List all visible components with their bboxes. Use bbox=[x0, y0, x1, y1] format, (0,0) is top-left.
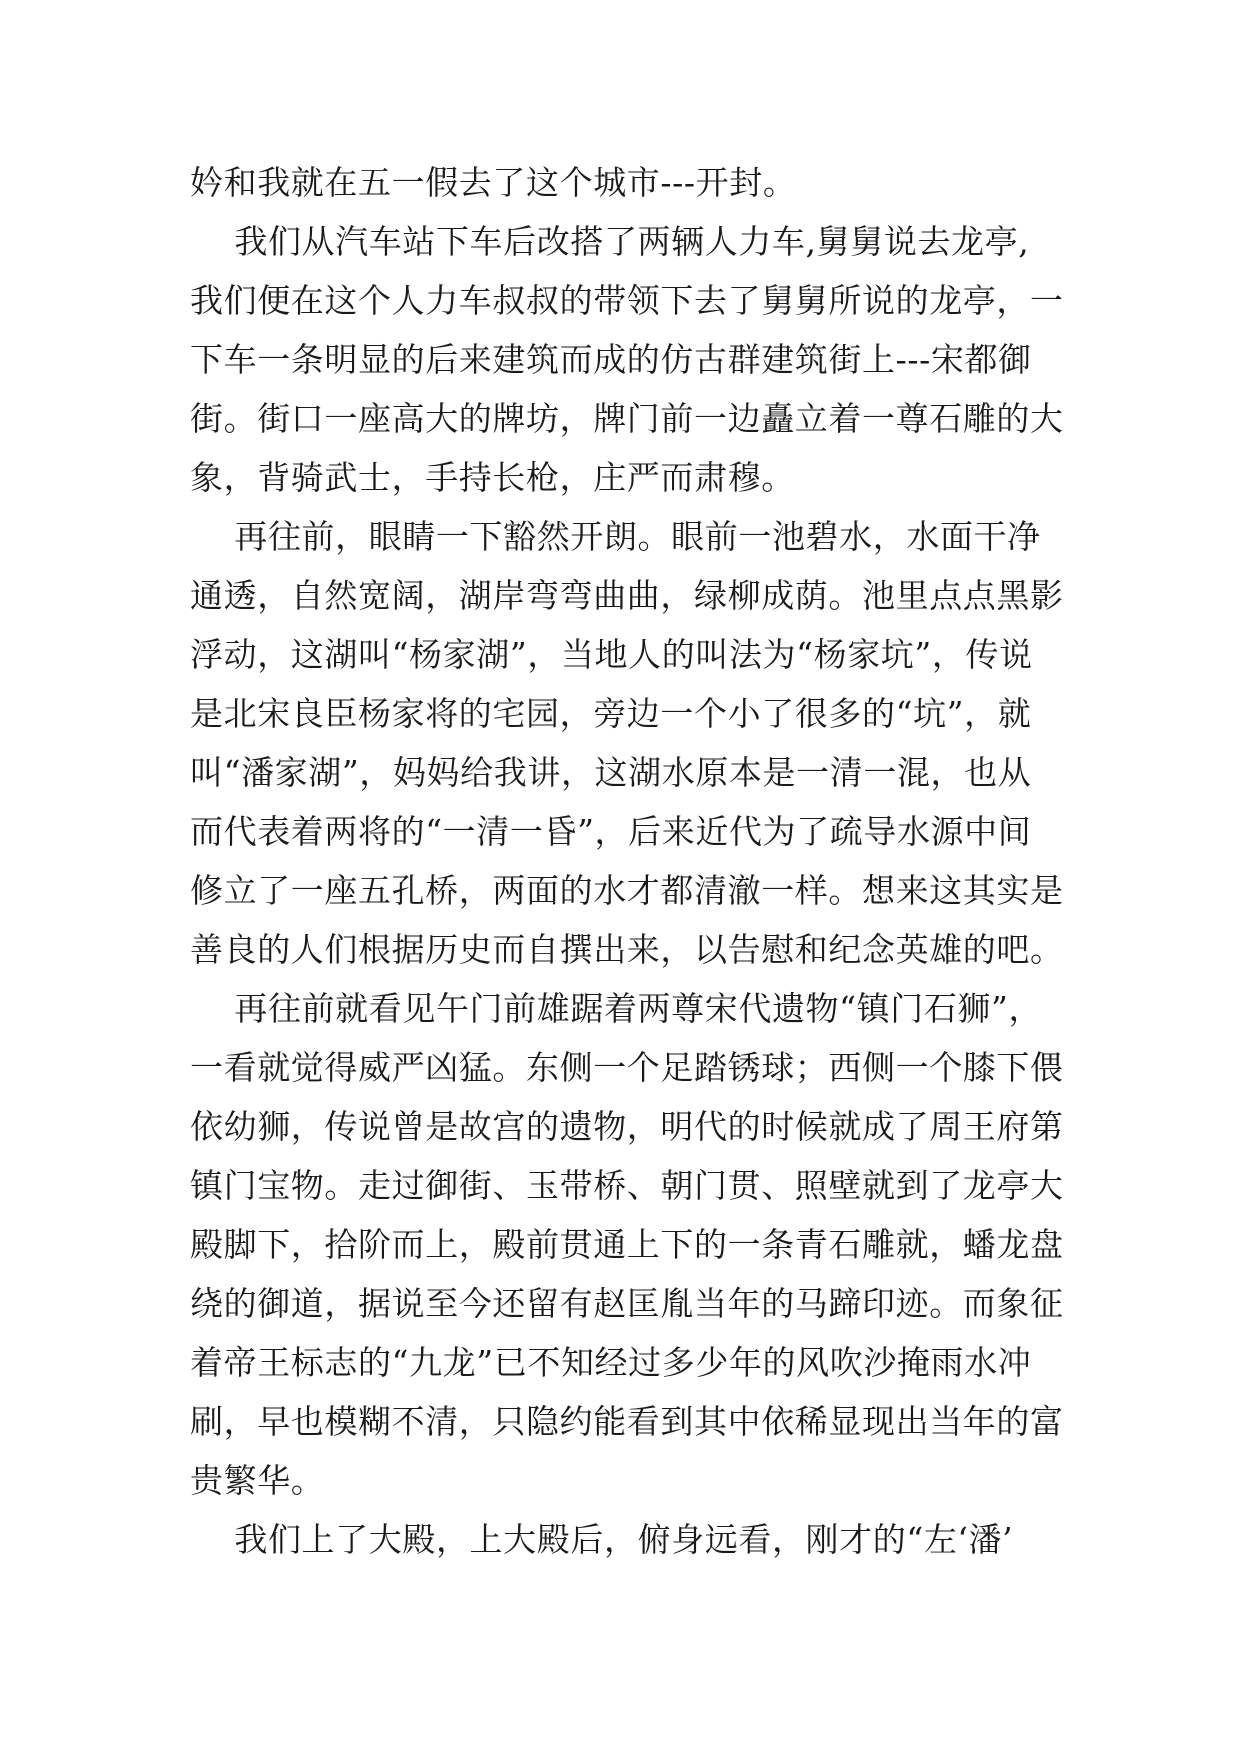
text-line: 街。街口一座高大的牌坊，牌门前一边矗立着一尊石雕的大 bbox=[190, 399, 1064, 438]
text-line: 殿脚下，拾阶而上，殿前贯通上下的一条青石雕就，蟠龙盘 bbox=[190, 1225, 1064, 1264]
text-line: 修立了一座五孔桥，两面的水才都清澈一样。想来这其实是 bbox=[190, 871, 1064, 910]
text-line: 再往前就看见午门前雄踞着两尊宋代遗物“镇门石狮”， bbox=[190, 989, 1043, 1028]
text-line: 妗和我就在五一假去了这个城市---开封。 bbox=[190, 163, 797, 202]
text-line: 通透，自然宽阔，湖岸弯弯曲曲，绿柳成荫。池里点点黑影 bbox=[190, 576, 1064, 615]
text-line: 下车一条明显的后来建筑而成的仿古群建筑街上---宋都御 bbox=[190, 340, 1032, 379]
text-line: 绕的御道，据说至今还留有赵匡胤当年的马蹄印迹。而象征 bbox=[190, 1284, 1064, 1323]
text-line: 着帝王标志的“九龙”已不知经过多少年的风吹沙掩雨水冲 bbox=[190, 1343, 1032, 1382]
text-line: 我们从汽车站下车后改搭了两辆人力车,舅舅说去龙亭, bbox=[190, 222, 1030, 261]
text-line: 刷，早也模糊不清，只隐约能看到其中依稀显现出当年的富 bbox=[190, 1402, 1064, 1441]
text-line: 依幼狮，传说曾是故宫的遗物，明代的时候就成了周王府第 bbox=[190, 1107, 1064, 1146]
text-line: 一看就觉得威严凶猛。东侧一个足踏锈球；西侧一个膝下偎 bbox=[190, 1048, 1064, 1087]
text-line: 镇门宝物。走过御街、玉带桥、朝门贯、照壁就到了龙亭大 bbox=[190, 1166, 1064, 1205]
text-line: 我们便在这个人力车叔叔的带领下去了舅舅所说的龙亭，一 bbox=[190, 281, 1064, 320]
text-line: 浮动，这湖叫“杨家湖”，当地人的叫法为“杨家坑”，传说 bbox=[190, 635, 1033, 674]
text-line: 再往前，眼睛一下豁然开朗。眼前一池碧水，水面干净 bbox=[190, 517, 1041, 556]
text-line: 象，背骑武士，手持长枪，庄严而肃穆。 bbox=[190, 458, 795, 497]
text-line: 善良的人们根据历史而自撰出来，以告慰和纪念英雄的吧。 bbox=[190, 930, 1064, 969]
text-line: 叫“潘家湖”，妈妈给我讲，这湖水原本是一清一混，也从 bbox=[190, 753, 1032, 792]
text-line: 我们上了大殿，上大殿后，俯身远看，刚才的“左‘潘’ bbox=[190, 1520, 1014, 1559]
text-line: 是北宋良臣杨家将的宅园，旁边一个小了很多的“坑”，就 bbox=[190, 694, 1032, 733]
text-line: 贵繁华。 bbox=[190, 1461, 325, 1500]
text-line: 而代表着两将的“一清一昏”，后来近代为了疏导水源中间 bbox=[190, 812, 1032, 851]
